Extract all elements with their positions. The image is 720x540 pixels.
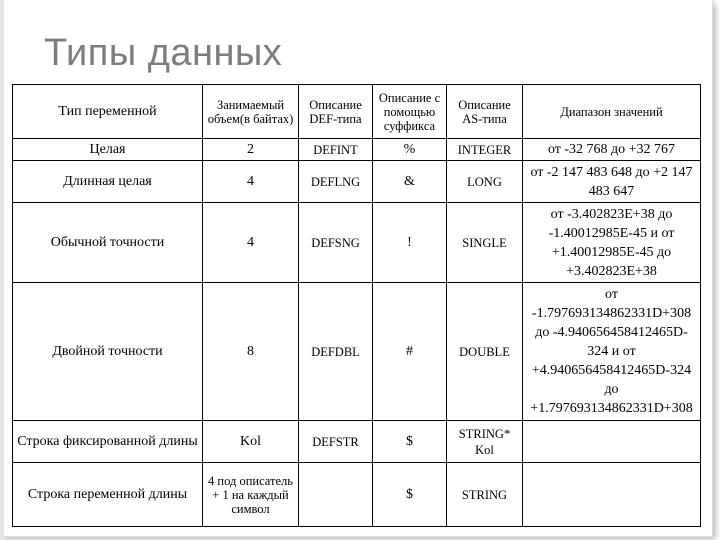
cell-def: DEFSNG	[299, 203, 373, 283]
cell-type: Целая	[13, 139, 203, 161]
slide-left-bar	[0, 0, 4, 540]
cell-type: Строка фиксированной длины	[13, 421, 203, 463]
cell-size: 4 под описатель + 1 на каждый символ	[203, 463, 299, 527]
cell-as: STRING	[447, 463, 523, 527]
cell-suffix: $	[373, 463, 447, 527]
cell-as: LONG	[447, 161, 523, 203]
cell-as: STRING* Kol	[447, 421, 523, 463]
cell-suffix: &	[373, 161, 447, 203]
table-row	[13, 161, 701, 203]
cell-size: 4	[203, 203, 299, 283]
cell-def: DEFDBL	[299, 283, 373, 421]
cell-suffix: $	[373, 421, 447, 463]
header-range: Диапазон значений	[523, 85, 701, 139]
header-row	[13, 85, 701, 139]
cell-type: Обычной точности	[13, 203, 203, 283]
header-type: Тип переменной	[13, 85, 203, 139]
cell-suffix: !	[373, 203, 447, 283]
cell-def	[299, 463, 373, 527]
cell-size: Kol	[203, 421, 299, 463]
cell-size: 8	[203, 283, 299, 421]
header-as: Описание AS-типа	[447, 85, 523, 139]
table-row	[13, 203, 701, 283]
header-size: Занимаемый объем(в байтах)	[203, 85, 299, 139]
cell-range: от -2 147 483 648 до +2 147 483 647	[523, 161, 701, 203]
table-row	[13, 421, 701, 463]
header-suffix: Описание с помощью суффикса	[373, 85, 447, 139]
cell-def: DEFLNG	[299, 161, 373, 203]
header-def: Описание DEF-типа	[299, 85, 373, 139]
cell-range: от -32 768 до +32 767	[523, 139, 701, 161]
cell-type: Строка переменной длины	[13, 463, 203, 527]
cell-range: от -1.797693134862331D+308 до -4.940656458412465D-324 и от +4.940656458412465D-324 до +1.797693134862331D+308	[523, 283, 701, 421]
cell-size: 2	[203, 139, 299, 161]
cell-suffix: %	[373, 139, 447, 161]
data-types-table	[12, 84, 701, 527]
table-row	[13, 283, 701, 421]
table-row	[13, 463, 701, 527]
cell-size: 4	[203, 161, 299, 203]
slide-title: Типы данных	[44, 32, 283, 74]
cell-range	[523, 421, 701, 463]
cell-suffix: #	[373, 283, 447, 421]
cell-def: DEFSTR	[299, 421, 373, 463]
cell-type: Двойной точности	[13, 283, 203, 421]
table-row	[13, 139, 701, 161]
cell-as: DOUBLE	[447, 283, 523, 421]
cell-range	[523, 463, 701, 527]
cell-type: Длинная целая	[13, 161, 203, 203]
cell-def: DEFINT	[299, 139, 373, 161]
cell-as: INTEGER	[447, 139, 523, 161]
cell-range: от -3.402823E+38 до -1.40012985E-45 и от +1.40012985E-45 до +3.402823E+38	[523, 203, 701, 283]
cell-as: SINGLE	[447, 203, 523, 283]
